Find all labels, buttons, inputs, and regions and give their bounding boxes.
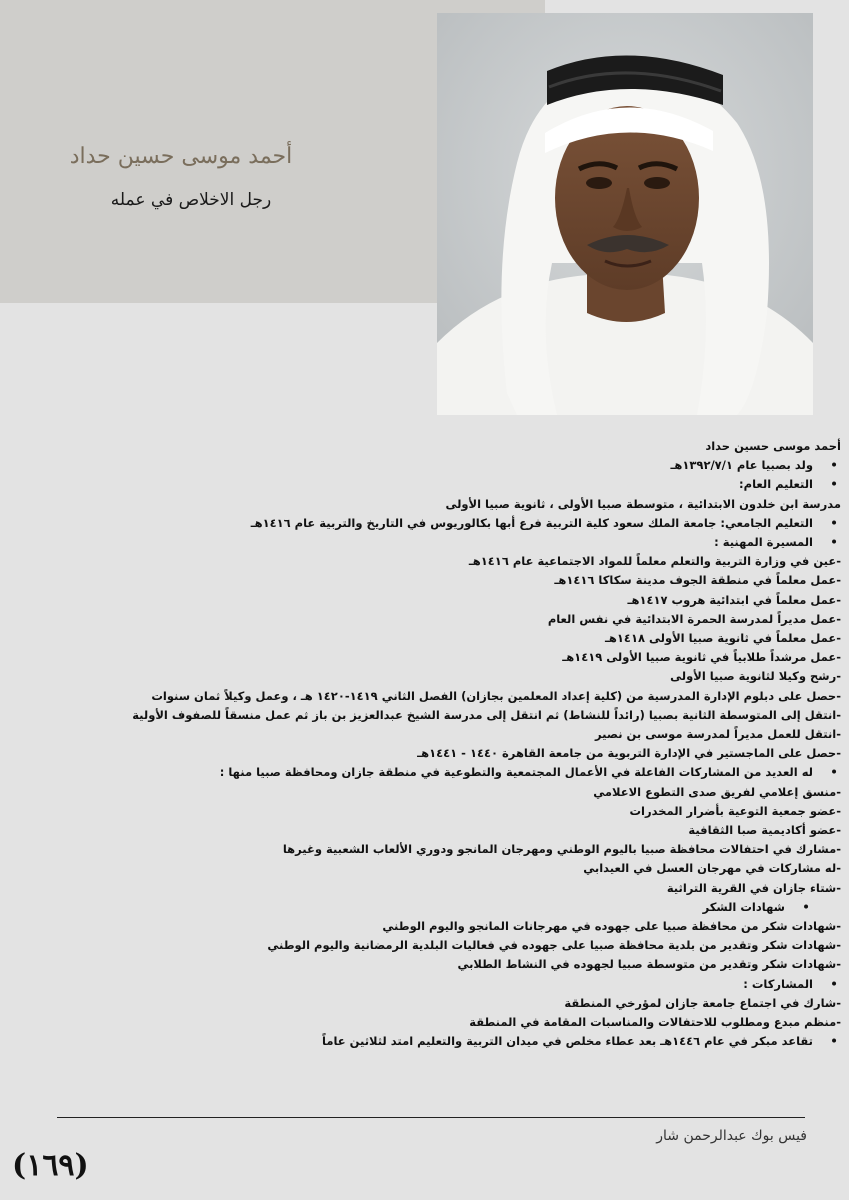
bio-line: -منظم مبدع ومطلوب للاحتفالات والمناسبات المقامة في المنطقة: [469, 1015, 841, 1030]
bio-line: -عمل معلماً في ابتدائية هروب ١٤١٧هـ: [627, 592, 841, 607]
bio-line: -منسق إعلامي لفريق صدى التطوع الاعلامي: [593, 784, 841, 799]
bio-line: -انتقل للعمل مديراً لمدرسة موسى بن نصير: [595, 727, 841, 742]
bio-line: -شهادات شكر وتقدير من بلدية محافظة صبيا على جهوده في فعاليات البلدية الرمضانية واليوم الوطني: [267, 938, 841, 953]
bio-line: -حصل على دبلوم الإدارة المدرسية من (كلية إعداد المعلمين بجازان) الفصل الثاني ١٤١٩-١٤٢٠ هـ ، وعمل وكيلاً ثمان سنوات: [151, 688, 841, 703]
tagline: رجل الاخلاص في عمله: [110, 190, 272, 210]
bio-line: -شهادات شكر من محافظة صبيا على جهوده في مهرجانات المانجو واليوم الوطني: [382, 919, 841, 934]
portrait-illustration: [437, 13, 813, 415]
bio-line: • التعليم الجامعي: جامعة الملك سعود كلية التربية فرع أبها بكالوريوس في التاريخ والتربية عام ١٤١٦هـ: [141, 514, 841, 533]
bio-line: -عمل معلماً في منطقة الجوف مدينة سكاكا ١٤١٦هـ: [554, 573, 841, 588]
bio-line: • المسيرة المهنية :: [141, 533, 841, 552]
footer-divider: [57, 1117, 805, 1118]
bio-line: -شهادات شكر وتقدير من متوسطة صبيا لجهوده في النشاط الطلابي: [457, 957, 841, 972]
bio-line: -شتاء جازان في القرية التراثية: [666, 880, 841, 895]
bio-line: -عمل مديراً لمدرسة الحمرة الابتدائية في نفس العام: [547, 611, 841, 626]
portrait-photo: [437, 13, 813, 415]
bio-line: -رشح وكيلا لثانوية صبيا الأولى: [670, 669, 841, 684]
bio-line: • له العديد من المشاركات الفاعلة في الأعمال المجتمعية والتطوعية في منطقة جازان ومحافظة صبيا منها :: [141, 763, 841, 782]
bio-line: -عين في وزارة التربية والتعلم معلماً للمواد الاجتماعية عام ١٤١٦هـ: [468, 554, 841, 569]
bio-line: -انتقل إلى المتوسطة الثانية بصبيا (رائداً للنشاط) ثم انتقل إلى مدرسة الشيخ عبدالعزيز بن باز ثم عمل منسقاً للصفوف الأولية: [132, 707, 841, 722]
bio-line: أحمد موسى حسين حداد: [705, 439, 841, 453]
bio-line: • شهادات الشكر: [141, 898, 841, 917]
bio-line: -عضو أكاديمية صبا الثقافية: [688, 823, 841, 838]
person-name-heading: أحمد موسى حسين حداد: [69, 144, 293, 169]
bio-line: مدرسة ابن خلدون الابتدائية ، متوسطة صبيا الأولى ، ثانوية صبيا الأولى: [445, 496, 841, 511]
page-number: (١٦٩): [12, 1148, 89, 1183]
bio-line: • المشاركات :: [141, 975, 841, 994]
bio-line: -حصل على الماجستير في الإدارة التربوية من جامعة القاهرة ١٤٤٠ - ١٤٤١هـ: [417, 746, 841, 761]
footer-credit: فيس بوك عبدالرحمن شار: [656, 1128, 807, 1144]
bio-line: • التعليم العام:: [141, 475, 841, 494]
bio-line: -شارك في اجتماع جامعة جازان لمؤرخي المنطقة: [564, 995, 841, 1010]
bio-line: -عضو جمعية التوعية بأضرار المخدرات: [629, 803, 841, 818]
bio-line: • تقاعد مبكر في عام ١٤٤٦هـ بعد عطاء مخلص في ميدان التربية والتعليم امتد لثلاثين عاماً: [141, 1032, 841, 1051]
biography-text: [132, 437, 841, 1052]
bio-line: -له مشاركات في مهرجان العسل في العيدابي: [583, 861, 841, 876]
bio-line: -عمل معلماً في ثانوية صبيا الأولى ١٤١٨هـ: [605, 631, 841, 646]
bio-line: • ولد بصبيا عام ١٣٩٢/٧/١هـ: [141, 456, 841, 475]
bio-line: -مشارك في احتفالات محافظة صبيا باليوم الوطني ومهرجان المانجو ودوري الألعاب الشعبية وغيرها: [282, 842, 841, 857]
bio-line: -عمل مرشداً طلابياً في ثانوية صبيا الأولى ١٤١٩هـ: [562, 650, 841, 665]
